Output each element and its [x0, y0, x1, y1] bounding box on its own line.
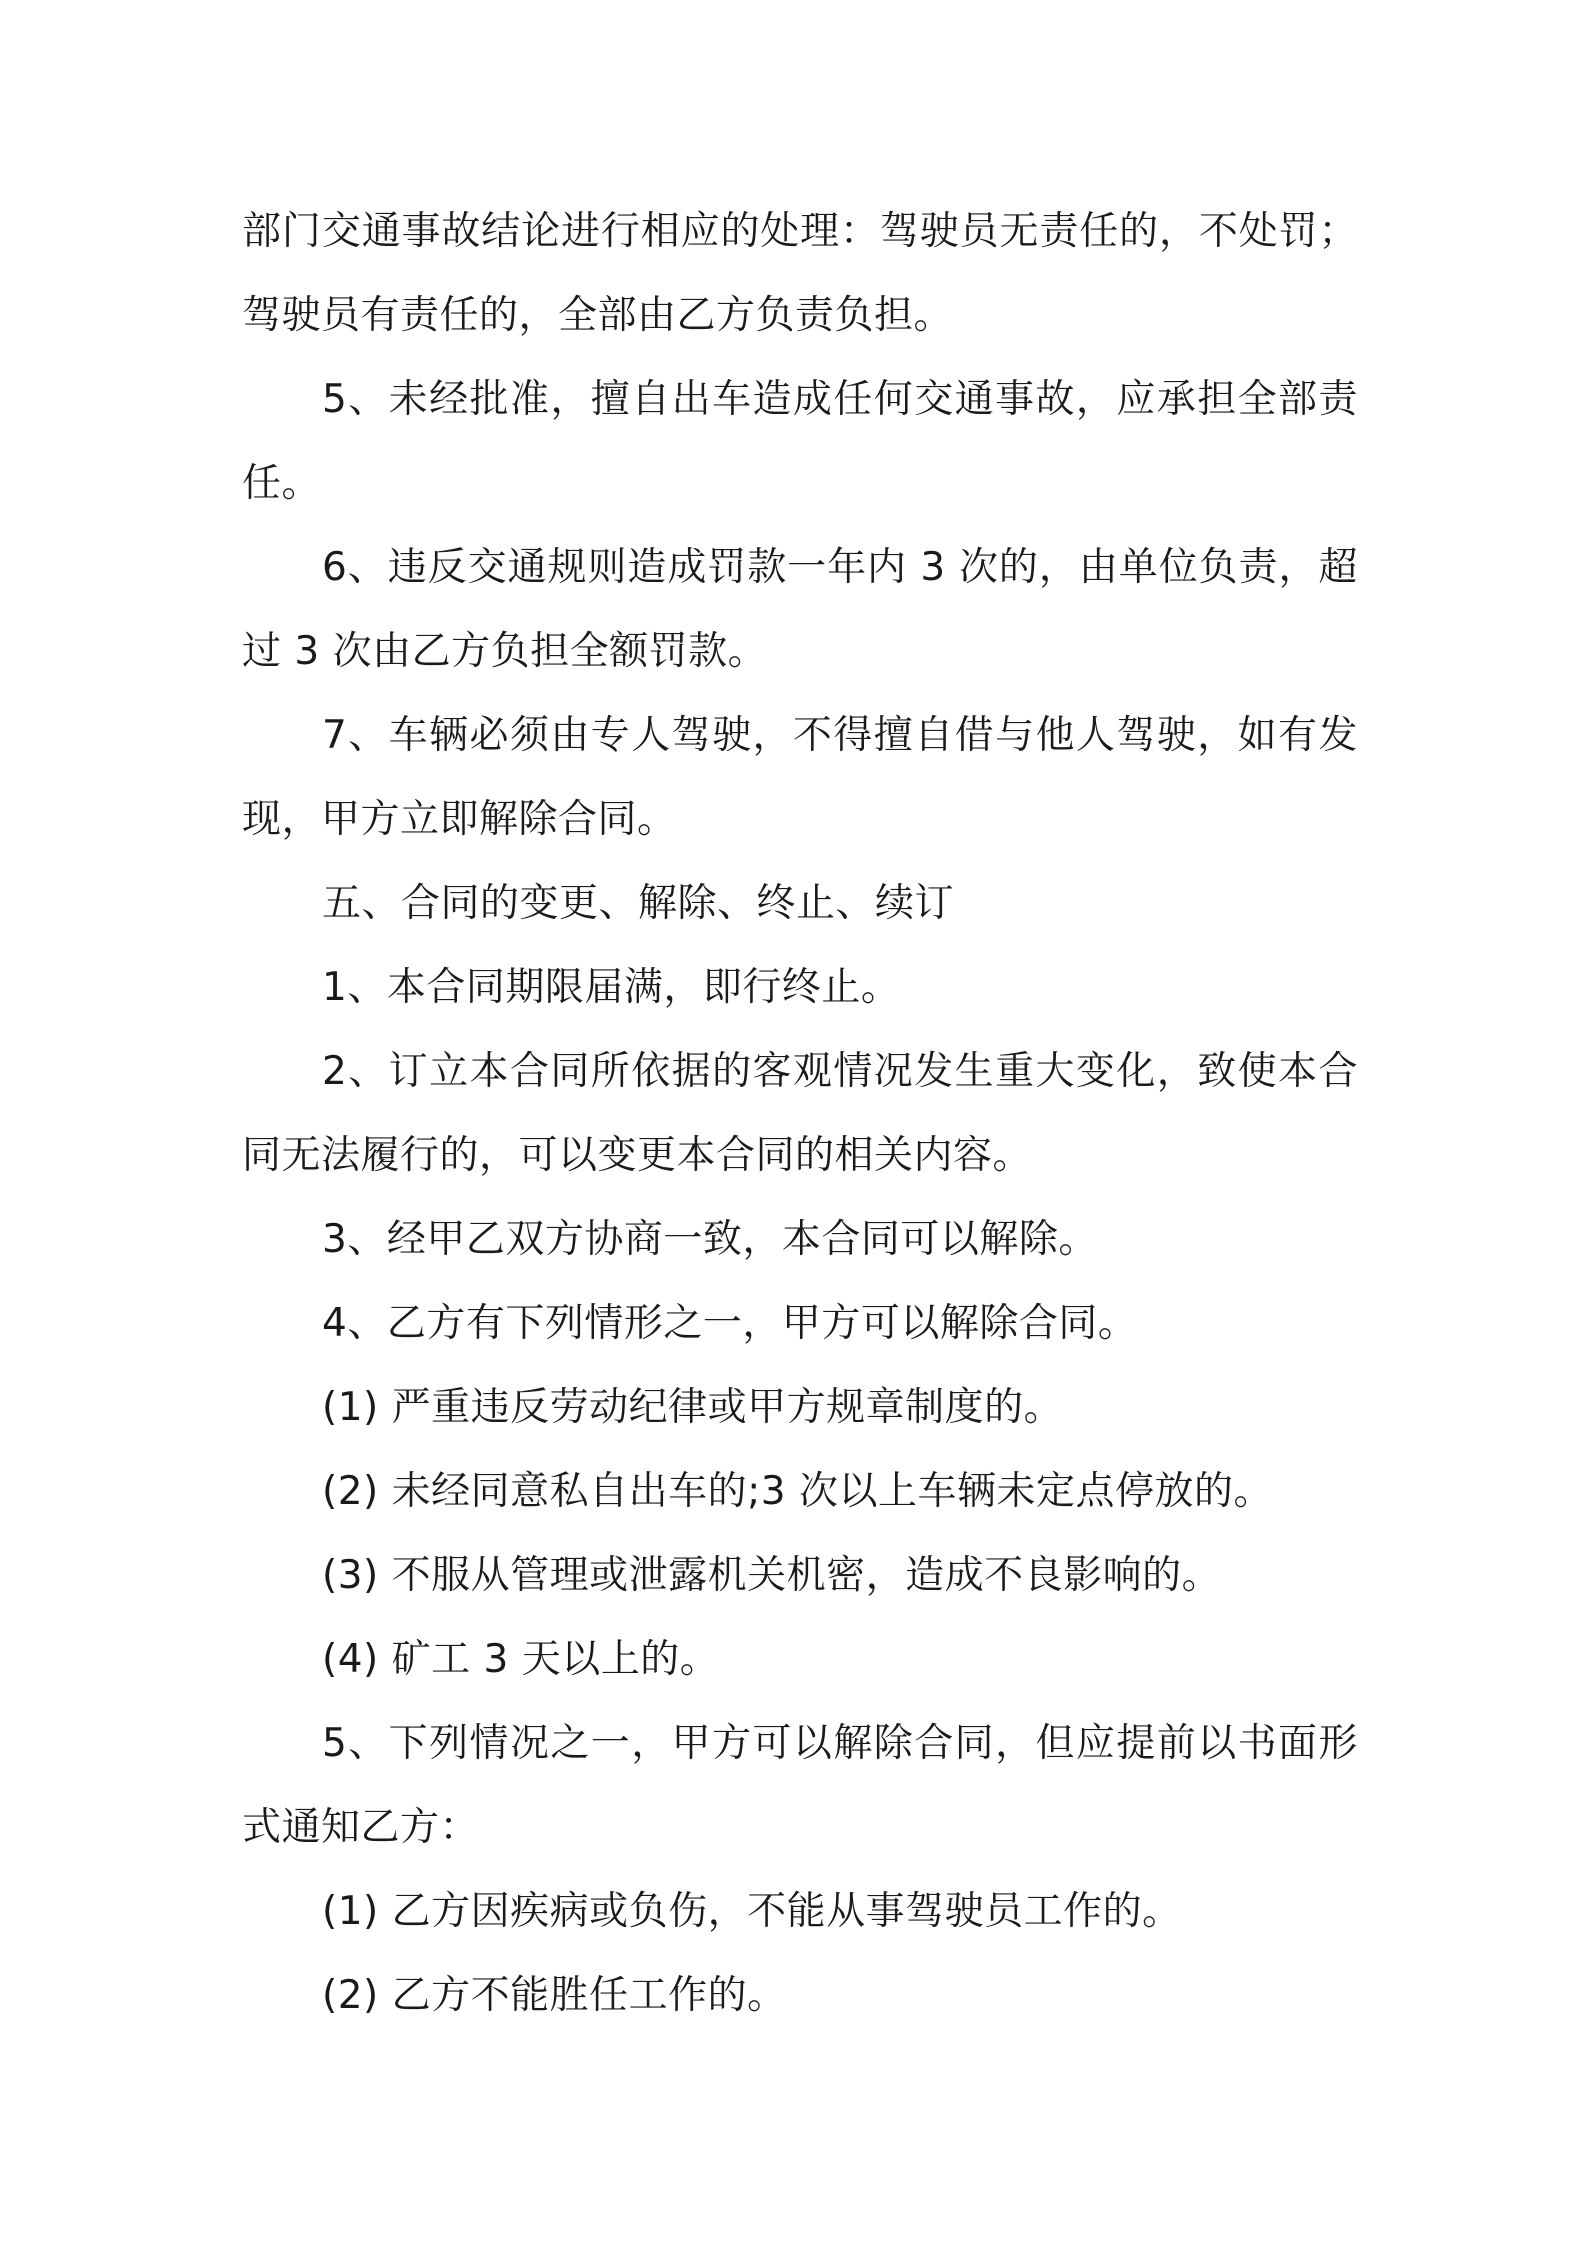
- paragraph-clause-5: 5、未经批准，擅自出车造成任何交通事故，应承担全部责任。: [242, 377, 1358, 506]
- list-item-term-4-2: (2) 未经同意私自出车的;3 次以上车辆未定点停放的。: [322, 1469, 1273, 1514]
- document-body: [242, 190, 1358, 2038]
- paragraph-term-4: 4、乙方有下列情形之一，甲方可以解除合同。: [322, 1301, 1138, 1346]
- paragraph-term-2: 2、订立本合同所依据的客观情况发生重大变化，致使本合同无法履行的，可以变更本合同的相关内容。: [242, 1049, 1358, 1178]
- paragraph-term-5: 5、下列情况之一，甲方可以解除合同，但应提前以书面形式通知乙方：: [242, 1721, 1358, 1850]
- paragraph-term-1: 1、本合同期限届满，即行终止。: [322, 965, 901, 1010]
- list-item-term-4-4: (4) 矿工 3 天以上的。: [322, 1637, 720, 1682]
- paragraph-accident-handling: 部门交通事故结论进行相应的处理：驾驶员无责任的，不处罚；驾驶员有责任的，全部由乙方负责负担。: [242, 209, 1358, 338]
- section-heading-contract-changes: 五、合同的变更、解除、终止、续订: [322, 881, 955, 926]
- paragraph-clause-7: 7、车辆必须由专人驾驶，不得擅自借与他人驾驶，如有发现，甲方立即解除合同。: [242, 713, 1358, 842]
- list-item-term-4-3: (3) 不服从管理或泄露机关机密，造成不良影响的。: [322, 1553, 1222, 1598]
- list-item-term-5-2: (2) 乙方不能胜任工作的。: [322, 1973, 787, 2018]
- paragraph-clause-6: 6、违反交通规则造成罚款一年内 3 次的，由单位负责，超过 3 次由乙方负担全额罚款。: [242, 545, 1358, 674]
- paragraph-term-3: 3、经甲乙双方协商一致，本合同可以解除。: [322, 1217, 1098, 1262]
- list-item-term-4-1: (1) 严重违反劳动纪律或甲方规章制度的。: [322, 1385, 1064, 1430]
- list-item-term-5-1: (1) 乙方因疾病或负伤，不能从事驾驶员工作的。: [322, 1889, 1182, 1934]
